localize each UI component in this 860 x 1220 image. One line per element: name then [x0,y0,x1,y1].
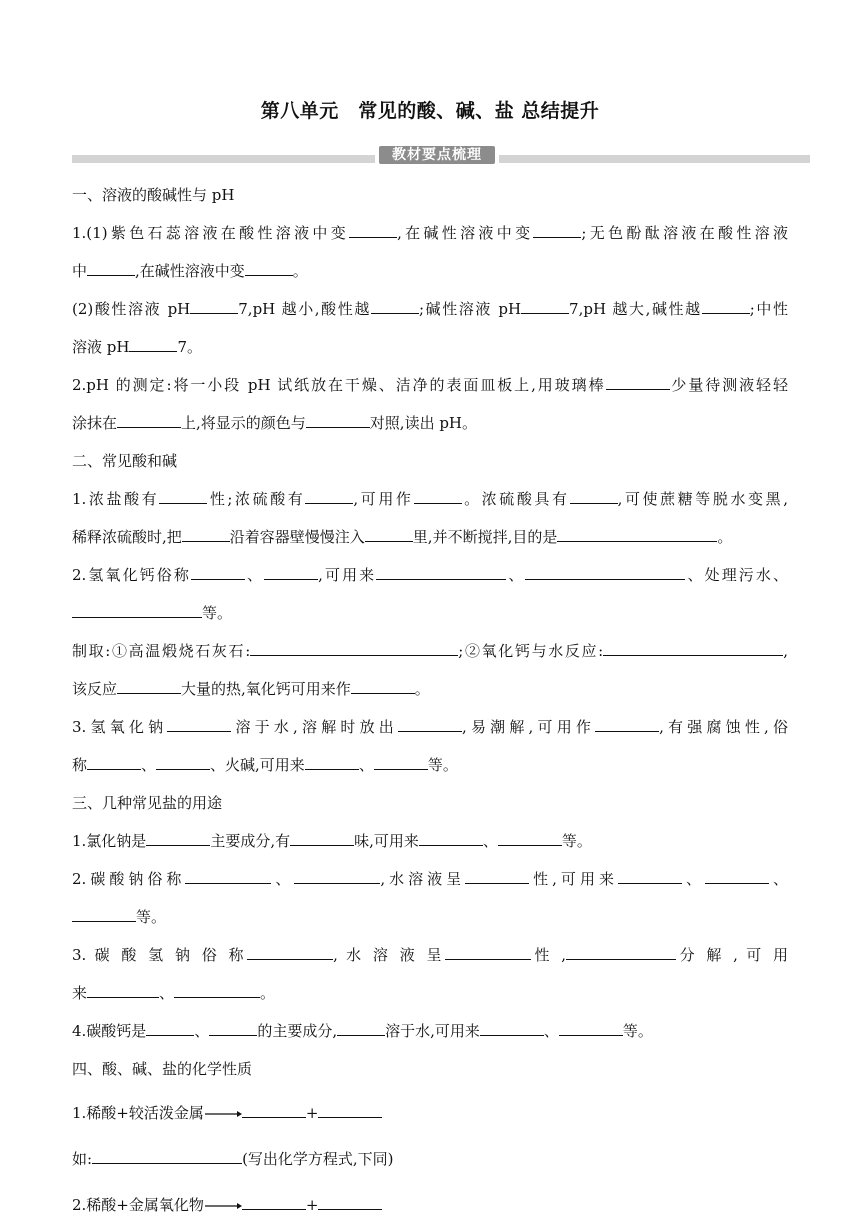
answer-blank[interactable] [305,486,353,504]
answer-blank[interactable] [566,942,676,960]
reaction-arrow-icon [204,1201,242,1211]
question-line: 称 、 、火碱,可用来 、 等。 [72,750,788,780]
answer-blank[interactable] [705,866,769,884]
answer-blank[interactable] [146,1018,194,1036]
question-line: 中 ,在碱性溶液中变 。 [72,256,788,286]
question-line: 3. 碳 酸 氢 钠 俗 称 , 水 溶 液 呈 性 , 分 解 , 可 用 [72,940,788,970]
question-line: 如: (写出化学方程式,下同) [72,1144,788,1174]
answer-blank[interactable] [247,942,333,960]
answer-blank[interactable] [371,296,419,314]
answer-blank[interactable] [92,1146,242,1164]
answer-blank[interactable] [702,296,750,314]
answer-blank[interactable] [374,752,428,770]
answer-blank[interactable] [445,942,531,960]
answer-blank[interactable] [159,486,207,504]
answer-blank[interactable] [87,752,141,770]
answer-blank[interactable] [156,752,210,770]
question-line: 1.氯化钠是 主要成分,有 味,可用来 、 等。 [72,826,788,856]
reaction-arrow-icon [204,1109,242,1119]
section-banner [375,144,499,166]
answer-blank[interactable] [117,676,181,694]
question-line: 2.碳酸钠俗称 、 ,水溶液呈 性,可用来 、 、 [72,864,788,894]
answer-blank[interactable] [606,372,670,390]
answer-blank[interactable] [465,866,529,884]
answer-blank[interactable] [174,980,260,998]
question-line: 1.(1)紫色石蕊溶液在酸性溶液中变 ,在碱性溶液中变 ;无色酚酞溶液在酸性溶液 [72,218,788,248]
question-line: 稀释浓硫酸时,把 沿着容器壁慢慢注入 里,并不断搅拌,目的是 。 [72,522,788,552]
answer-blank[interactable] [242,1100,306,1118]
question-line: 等。 [72,598,788,628]
section-heading-1: 一、溶液的酸碱性与 pH [72,186,235,204]
question-line: 3.氢氧化钠 溶于水,溶解时放出 ,易潮解,可用作 ,有强腐蚀性,俗 [72,712,788,742]
answer-blank[interactable] [245,258,293,276]
answer-blank[interactable] [419,828,483,846]
answer-blank[interactable] [305,752,359,770]
answer-blank[interactable] [242,1192,306,1210]
answer-blank[interactable] [398,714,462,732]
question-line: 4.碳酸钙是 、 的主要成分, 溶于水,可用来 、 等。 [72,1016,788,1046]
answer-blank[interactable] [521,296,569,314]
section-banner-label: 教材要点梳理 [379,146,495,164]
section-heading-3: 三、几种常见盐的用途 [72,794,223,812]
answer-blank[interactable] [72,904,136,922]
question-line: 等。 [72,902,788,932]
answer-blank[interactable] [570,486,618,504]
answer-blank[interactable] [72,600,202,618]
question-line: 2.稀酸+金属氧化物 + [72,1190,788,1220]
answer-blank[interactable] [559,1018,623,1036]
answer-blank[interactable] [414,486,462,504]
answer-blank[interactable] [290,828,354,846]
answer-blank[interactable] [117,410,181,428]
answer-blank[interactable] [318,1100,382,1118]
question-line: 制取:①高温煅烧石灰石: ;②氧化钙与水反应: , [72,636,788,666]
question-line: 1.稀酸+较活泼金属 + [72,1098,788,1128]
answer-blank[interactable] [185,866,271,884]
page-title: 第八单元 常见的酸、碱、盐 总结提升 [260,100,600,122]
answer-blank[interactable] [533,220,581,238]
question-line: 溶液 pH 7。 [72,332,788,362]
answer-blank[interactable] [603,638,783,656]
question-line: 来 、 。 [72,978,788,1008]
question-line: (2)酸性溶液 pH 7,pH 越小,酸性越 ;碱性溶液 pH 7,pH 越大,碱性越 ;中性 [72,294,788,324]
answer-blank[interactable] [557,524,717,542]
answer-blank[interactable] [87,258,135,276]
answer-blank[interactable] [250,638,458,656]
question-line: 该反应 大量的热,氧化钙可用来作 。 [72,674,788,704]
answer-blank[interactable] [167,714,231,732]
question-line: 2.pH 的测定:将一小段 pH 试纸放在干燥、洁净的表面皿板上,用玻璃棒 少量待测液轻轻 [72,370,788,400]
answer-blank[interactable] [190,296,238,314]
question-line: 1.浓盐酸有 性;浓硫酸有 ,可用作 。浓硫酸具有 ,可使蔗糖等脱水变黑, [72,484,788,514]
answer-blank[interactable] [209,1018,257,1036]
answer-blank[interactable] [498,828,562,846]
question-line: 2.氢氧化钙俗称 、 ,可用来 、 、处理污水、 [72,560,788,590]
section-heading-2: 二、常见酸和碱 [72,452,178,470]
answer-blank[interactable] [349,220,397,238]
answer-blank[interactable] [146,828,210,846]
answer-blank[interactable] [351,676,415,694]
answer-blank[interactable] [480,1018,544,1036]
answer-blank[interactable] [318,1192,382,1210]
answer-blank[interactable] [129,334,177,352]
answer-blank[interactable] [182,524,230,542]
answer-blank[interactable] [595,714,659,732]
worksheet-content [72,180,788,1220]
answer-blank[interactable] [376,562,506,580]
section-heading-4: 四、酸、碱、盐的化学性质 [72,1060,253,1078]
answer-blank[interactable] [87,980,159,998]
answer-blank[interactable] [618,866,682,884]
question-line: 涂抹在 上,将显示的颜色与 对照,读出 pH。 [72,408,788,438]
answer-blank[interactable] [306,410,370,428]
answer-blank[interactable] [294,866,380,884]
answer-blank[interactable] [264,562,318,580]
answer-blank[interactable] [191,562,245,580]
answer-blank[interactable] [337,1018,385,1036]
answer-blank[interactable] [365,524,413,542]
answer-blank[interactable] [525,562,685,580]
